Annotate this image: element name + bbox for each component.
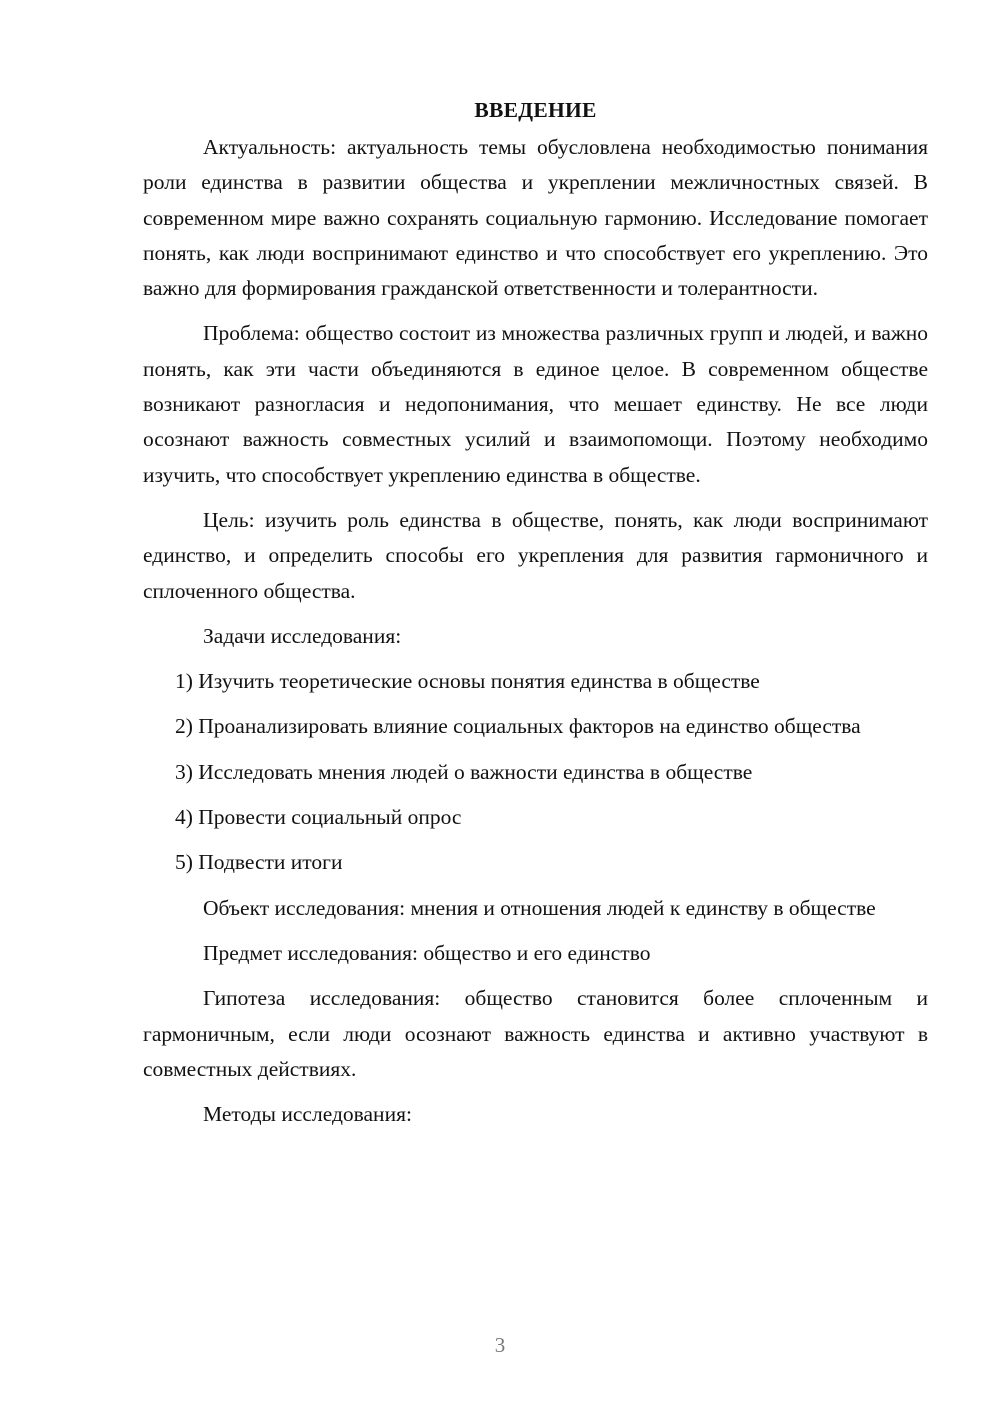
page-number: 3 [494, 1333, 506, 1357]
object-paragraph: Объект исследования: мнения и отношения людей к единству в обществе [203, 895, 876, 920]
task-item: 2) Проанализировать влияние социальных факторов на единство общества [175, 714, 861, 739]
goal-paragraph: Цель: изучить роль единства в обществе, понять, как люди воспринимают единство, и определить способы его укрепления для развития гармоничного и сплоченного общества. [143, 507, 928, 603]
tasks-heading: Задачи исследования: [203, 623, 402, 648]
task-item: 4) Провести социальный опрос [175, 805, 462, 830]
problem-paragraph: Проблема: общество состоит из множества различных групп и людей, и важно понять, как эти части объединяются в единое целое. В современном обществе возникают разногласия и недопонимания, что мешает единству. Не все люди осознают важность совместных усилий и взаимопомощи. Поэтому необходимо изучить, что способствует укреплению единства в обществе. [143, 321, 928, 487]
section-title: ВВЕДЕНИЕ [474, 98, 597, 122]
page-content [143, 92, 928, 1142]
task-item: 1) Изучить теоретические основы понятия единства в обществе [175, 669, 760, 694]
subject-paragraph: Предмет исследования: общество и его единство [203, 940, 651, 965]
task-item: 5) Подвести итоги [175, 850, 343, 875]
task-item: 3) Исследовать мнения людей о важности единства в обществе [175, 759, 753, 784]
hypothesis-paragraph: Гипотеза исследования: общество становится более сплоченным и гармоничным, если люди осознают важность единства и активно участвуют в совместных действиях. [143, 986, 928, 1081]
methods-heading: Методы исследования: [203, 1102, 412, 1127]
relevance-paragraph: Актуальность: актуальность темы обусловлена необходимостью понимания роли единства в развитии общества и укреплении межличностных связей. В современном мире важно сохранять социальную гармонию. Исследование помогает понять, как люди воспринимают единство и что способствует его укреплению. Это важно для формирования гражданской ответственности и толерантности. [143, 135, 928, 301]
